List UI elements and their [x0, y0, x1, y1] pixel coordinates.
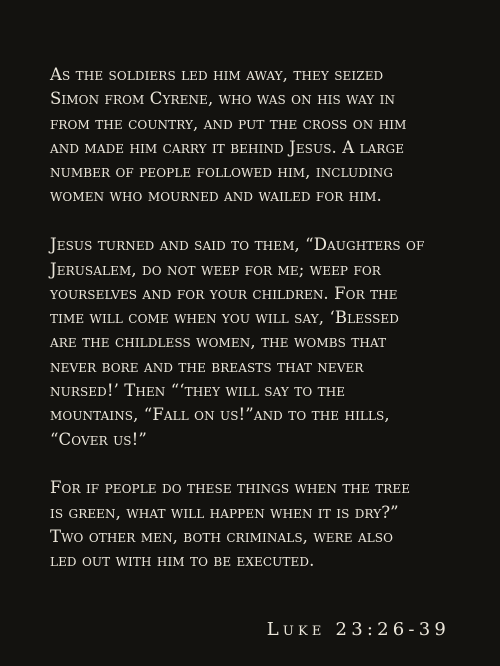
text-line: yourselves and for your children. For the — [50, 283, 398, 303]
text-line: “Cover us!” — [50, 429, 147, 449]
text-line: As the soldiers led him away, they seized — [50, 65, 384, 84]
text-line: mountains, “Fall on us!”and to the hills, — [50, 405, 390, 425]
text-line: never bore and the breasts that never — [50, 356, 364, 376]
text-line: Simon from Cyrene, who was on his way in — [50, 89, 396, 109]
paragraph-3 — [50, 476, 470, 573]
paragraph-1 — [50, 63, 470, 209]
text-line: led out with him to be executed. — [50, 551, 315, 571]
text-line: nursed!’ Then “‘they will say to the — [50, 381, 346, 401]
text-line: Jerusalem, do not weep for me; weep for — [50, 259, 381, 279]
text-line: Two other men, both criminals, were also — [50, 527, 394, 547]
text-line: and made him carry it behind Jesus. A large — [50, 137, 405, 157]
text-line: from the country, and put the cross on him — [50, 113, 407, 133]
text-line: time will come when you will say, ‘Blessed — [50, 308, 400, 328]
text-line: Jesus turned and said to them, “Daughters of — [50, 235, 425, 255]
text-line: is green, what will happen when it is dry?” — [50, 502, 399, 522]
text-line: women who mourned and wailed for him. — [50, 186, 382, 206]
scripture-citation: Luke 23:26-39 — [266, 619, 450, 640]
paragraph-2 — [50, 233, 470, 452]
text-line: number of people followed him, including — [50, 162, 394, 182]
text-line: For if people do these things when the tree — [50, 478, 411, 498]
scripture-passage — [50, 63, 470, 574]
text-line: are the childless women, the wombs that — [50, 332, 387, 352]
